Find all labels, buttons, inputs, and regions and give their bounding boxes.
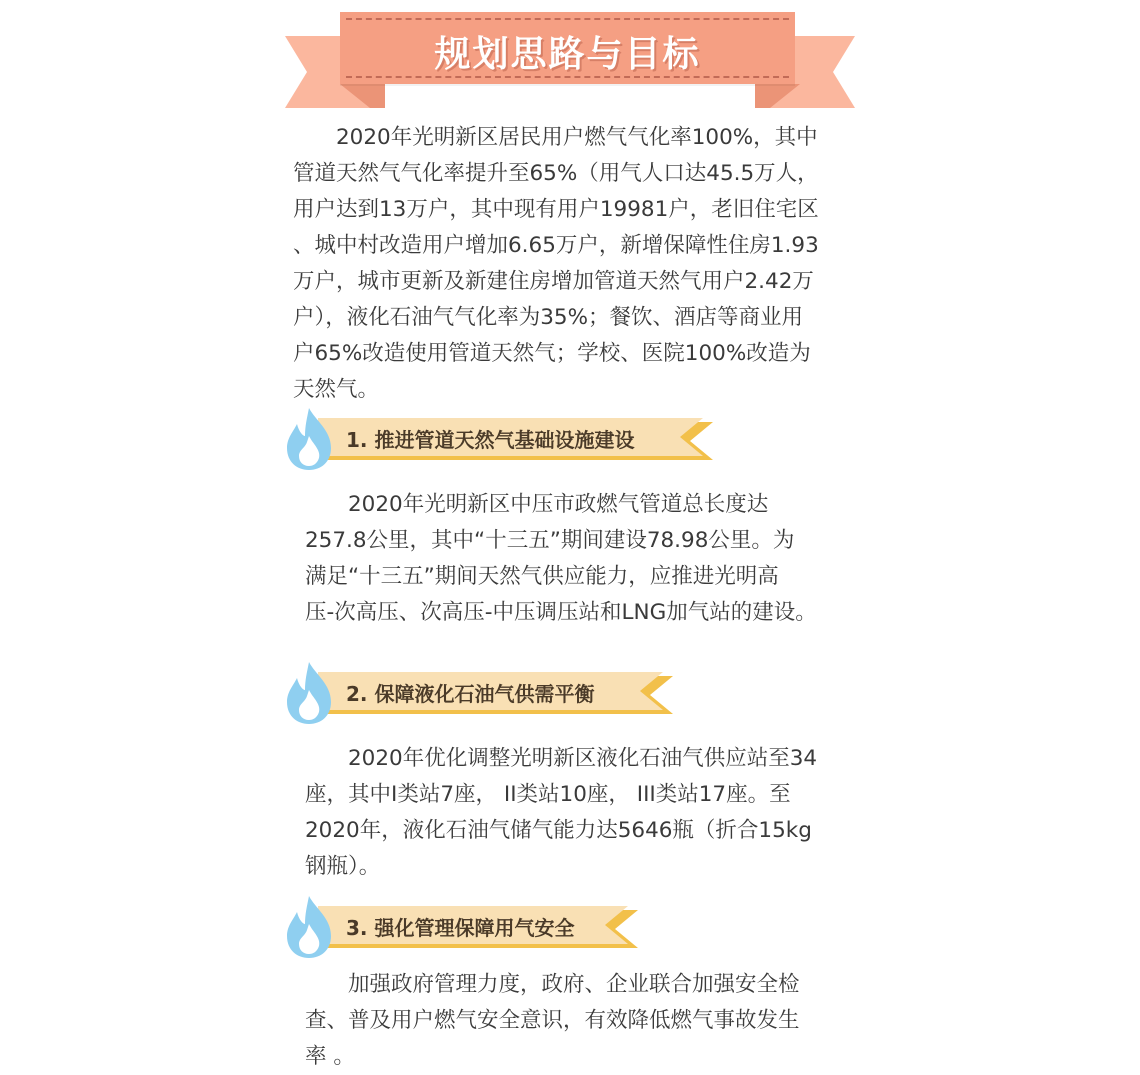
page-title: 规划思路与目标 <box>434 34 701 75</box>
banner-dash-bottom <box>346 76 789 78</box>
intro-line: 户），液化石油气气化率为35%；餐饮、酒店等商业用 <box>293 305 804 330</box>
flame-icon <box>281 660 337 726</box>
section-title: 1. 推进管道天然气基础设施建设 <box>346 428 635 452</box>
section-2-paragraph <box>305 741 845 885</box>
intro-paragraph <box>293 120 853 408</box>
intro-line: 、城中村改造用户增加6.65万户，新增保障性住房1.93 <box>293 233 819 258</box>
section-1-paragraph <box>305 487 845 631</box>
section-line: 257.8公里，其中“十三五”期间建设78.98公里。为 <box>305 528 795 553</box>
section-line: 加强政府管理力度，政府、企业联合加强安全检 <box>305 972 800 997</box>
intro-line: 管道天然气气化率提升至65%（用气人口达45.5万人， <box>293 161 819 186</box>
section-line: 压-次高压、次高压-中压调压站和LNG加气站的建设。 <box>305 600 817 625</box>
intro-line: 2020年光明新区居民用户燃气气化率100%，其中 <box>293 125 818 150</box>
section-line: 率 。 <box>305 1044 355 1069</box>
intro-line: 天然气。 <box>293 377 380 402</box>
section-line: 2020年，液化石油气储气能力达5646瓶（折合15kg <box>305 818 812 843</box>
section-line: 座，其中I类站7座， II类站10座， III类站17座。至 <box>305 782 791 807</box>
intro-line: 用户达到13万户，其中现有用户19981户，老旧住宅区 <box>293 197 819 222</box>
section-line: 满足“十三五”期间天然气供应能力，应推进光明高 <box>305 564 779 589</box>
section-line: 查、普及用户燃气安全意识，有效降低燃气事故发生 <box>305 1008 800 1033</box>
section-line: 钢瓶）。 <box>305 854 381 879</box>
section-title: 3. 强化管理保障用气安全 <box>346 916 575 940</box>
flame-icon <box>281 894 337 960</box>
intro-line: 万户，城市更新及新建住房增加管道天然气用户2.42万 <box>293 269 814 294</box>
section-3-paragraph <box>305 967 845 1075</box>
banner-dash-top <box>346 18 789 20</box>
section-title: 2. 保障液化石油气供需平衡 <box>346 682 595 706</box>
intro-line: 户65%改造使用管道天然气；学校、医院100%改造为 <box>293 341 811 366</box>
section-line: 2020年优化调整光明新区液化石油气供应站至34 <box>305 746 818 771</box>
flame-icon <box>281 406 337 472</box>
banner-body <box>340 12 795 84</box>
section-line: 2020年光明新区中压市政燃气管道总长度达 <box>305 492 769 517</box>
